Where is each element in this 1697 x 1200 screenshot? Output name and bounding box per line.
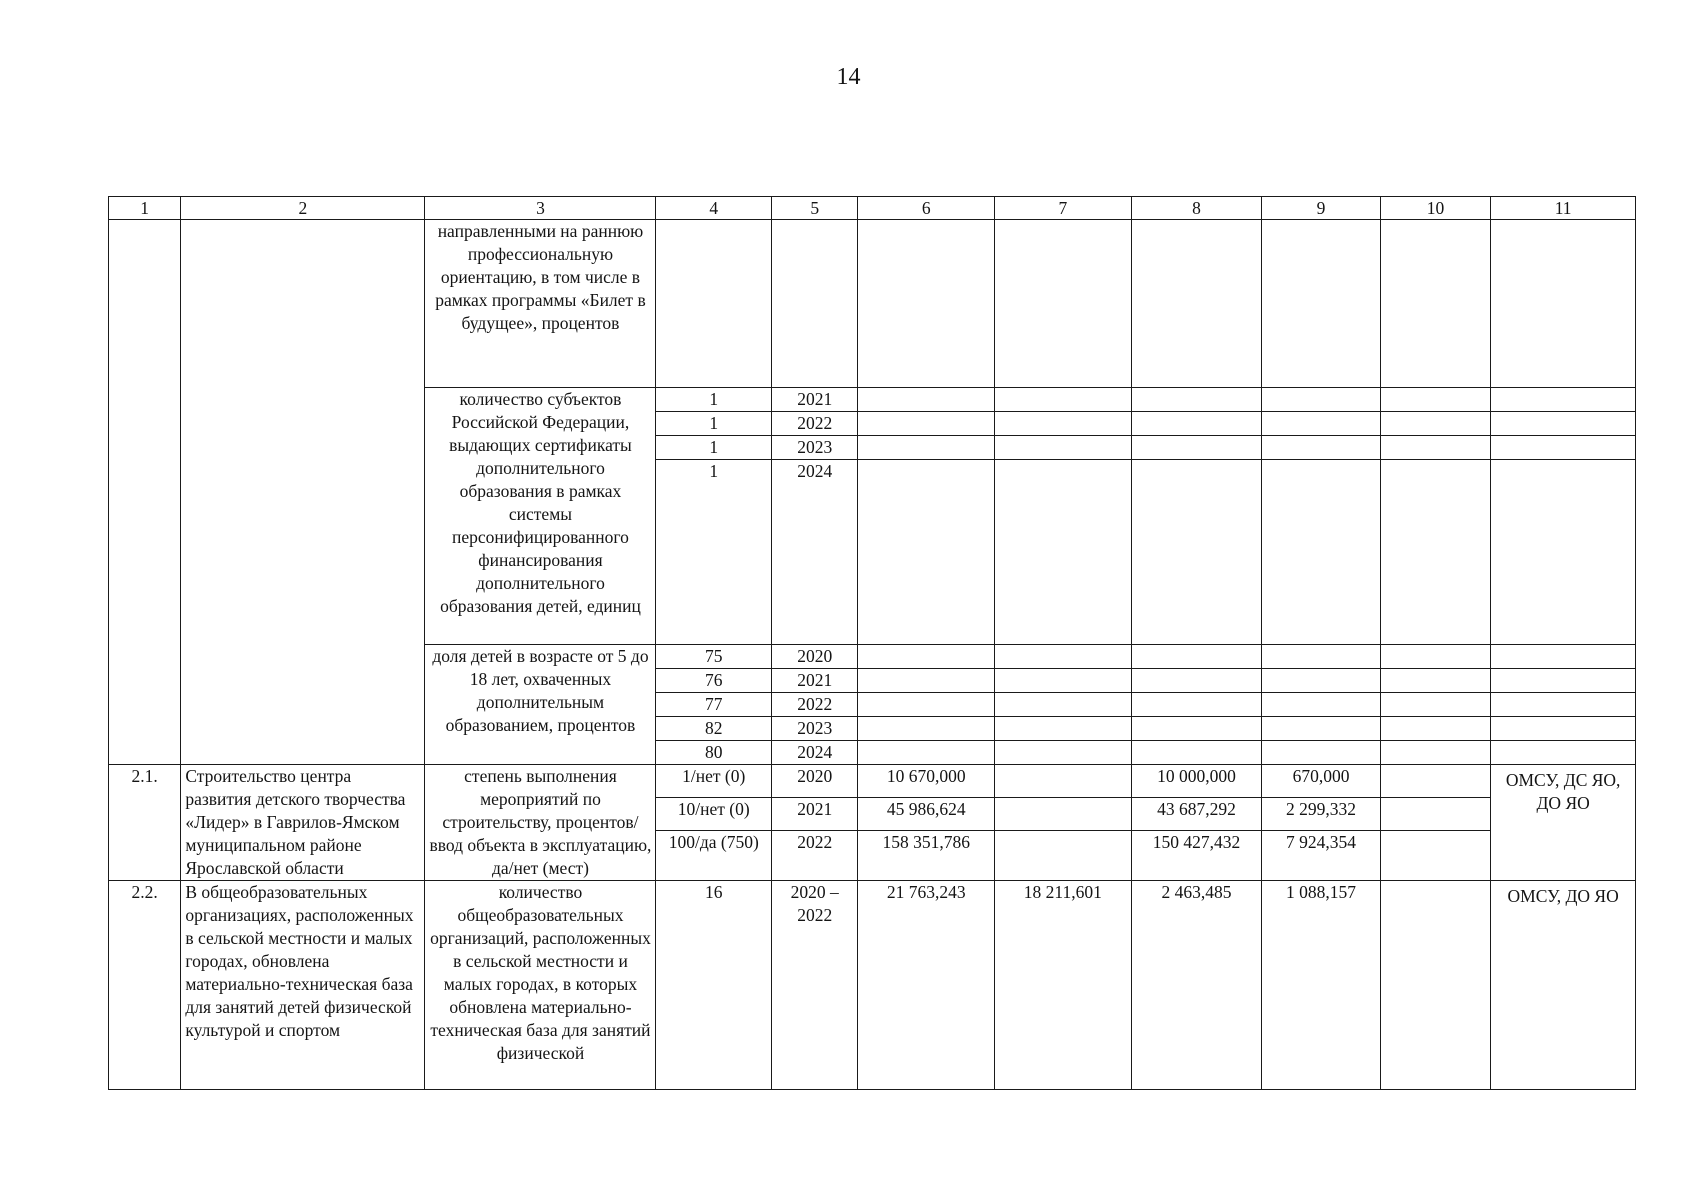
amount-total: 45 986,624 — [858, 798, 995, 831]
amount-total: 158 351,786 — [858, 831, 995, 881]
target-value: 77 — [656, 693, 772, 717]
year: 2020 — [772, 645, 858, 669]
year: 2024 — [772, 460, 858, 645]
cell-name-empty — [181, 220, 425, 765]
year: 2023 — [772, 717, 858, 741]
year: 2021 — [772, 388, 858, 412]
amount-federal — [995, 765, 1132, 798]
amount-local: 7 924,354 — [1262, 831, 1381, 881]
amount-regional: 10 000,000 — [1131, 765, 1262, 798]
year: 2020 – 2022 — [772, 881, 858, 1090]
target-value: 1/нет (0) — [656, 765, 772, 798]
amount-federal: 18 211,601 — [995, 881, 1132, 1090]
amount-other — [1380, 881, 1491, 1090]
item-number: 2.1. — [109, 765, 181, 881]
amount-local: 670,000 — [1262, 765, 1381, 798]
target-value: 1 — [656, 388, 772, 412]
target-value: 1 — [656, 412, 772, 436]
year: 2021 — [772, 798, 858, 831]
indicator-coverage: доля детей в возрасте от 5 до 18 лет, охваченных дополнительным образованием, процентов — [425, 645, 656, 765]
header-col-9: 9 — [1262, 197, 1381, 220]
year: 2020 — [772, 765, 858, 798]
target-value: 10/нет (0) — [656, 798, 772, 831]
header-col-10: 10 — [1380, 197, 1491, 220]
header-col-1: 1 — [109, 197, 181, 220]
year: 2022 — [772, 693, 858, 717]
year: 2022 — [772, 831, 858, 881]
year: 2022 — [772, 412, 858, 436]
header-col-6: 6 — [858, 197, 995, 220]
cell-num-empty — [109, 220, 181, 765]
cell-empty — [656, 220, 772, 388]
amount-regional: 43 687,292 — [1131, 798, 1262, 831]
target-value: 75 — [656, 645, 772, 669]
cell-empty — [1262, 220, 1381, 388]
indicator-certificates: количество субъектов Российской Федерации, выдающих сертификаты дополнительного образования в рамках системы персонифицированного финансирования дополнительного образования детей, единиц — [425, 388, 656, 645]
amount-total: 21 763,243 — [858, 881, 995, 1090]
amount-other — [1380, 765, 1491, 798]
cell-empty — [995, 220, 1132, 388]
table-row — [109, 881, 1636, 1090]
target-value: 100/да (750) — [656, 831, 772, 881]
header-col-11: 11 — [1491, 197, 1636, 220]
target-value: 16 — [656, 881, 772, 1090]
table-row — [109, 765, 1636, 798]
header-col-3: 3 — [425, 197, 656, 220]
indicator-continued: направленными на раннюю профессиональную ориентацию, в том числе в рамках программы «Билет в будущее», процентов — [425, 220, 656, 388]
amount-other — [1380, 831, 1491, 881]
target-value: 1 — [656, 436, 772, 460]
header-col-4: 4 — [656, 197, 772, 220]
target-value: 82 — [656, 717, 772, 741]
amount-regional: 2 463,485 — [1131, 881, 1262, 1090]
year: 2023 — [772, 436, 858, 460]
target-value: 80 — [656, 741, 772, 765]
cell-empty — [772, 220, 858, 388]
header-col-2: 2 — [181, 197, 425, 220]
item-indicator: количество общеобразовательных организаций, расположенных в сельской местности и малых городах, в которых обновлена материально-техническая база для занятий физической — [425, 881, 656, 1090]
page-number: 14 — [836, 64, 861, 90]
amount-federal — [995, 798, 1132, 831]
year: 2021 — [772, 669, 858, 693]
header-col-5: 5 — [772, 197, 858, 220]
program-table — [108, 196, 1636, 1090]
amount-local: 2 299,332 — [1262, 798, 1381, 831]
amount-other — [1380, 798, 1491, 831]
amount-regional: 150 427,432 — [1131, 831, 1262, 881]
cell-empty — [1380, 220, 1491, 388]
amount-local: 1 088,157 — [1262, 881, 1381, 1090]
amount-total: 10 670,000 — [858, 765, 995, 798]
cell-empty — [1131, 220, 1262, 388]
target-value: 76 — [656, 669, 772, 693]
item-number: 2.2. — [109, 881, 181, 1090]
header-row — [109, 197, 1636, 220]
header-col-7: 7 — [995, 197, 1132, 220]
table-row — [109, 220, 1636, 388]
item-name: Строительство центра развития детского творчества «Лидер» в Гаврилов-Ямском муниципальном районе Ярославской области — [181, 765, 425, 881]
item-responsible: ОМСУ, ДО ЯО — [1491, 881, 1636, 1090]
item-indicator: степень выполнения мероприятий по строительству, процентов/ ввод объекта в эксплуатацию, да/нет (мест) — [425, 765, 656, 881]
cell-empty — [858, 220, 995, 388]
amount-federal — [995, 831, 1132, 881]
target-value: 1 — [656, 460, 772, 645]
year: 2024 — [772, 741, 858, 765]
item-responsible: ОМСУ, ДС ЯО, ДО ЯО — [1491, 765, 1636, 881]
item-name: В общеобразовательных организациях, расположенных в сельской местности и малых городах, обновлена материально-техническая база для занятий детей физической культурой и спортом — [181, 881, 425, 1090]
cell-empty — [1491, 220, 1636, 388]
header-col-8: 8 — [1131, 197, 1262, 220]
